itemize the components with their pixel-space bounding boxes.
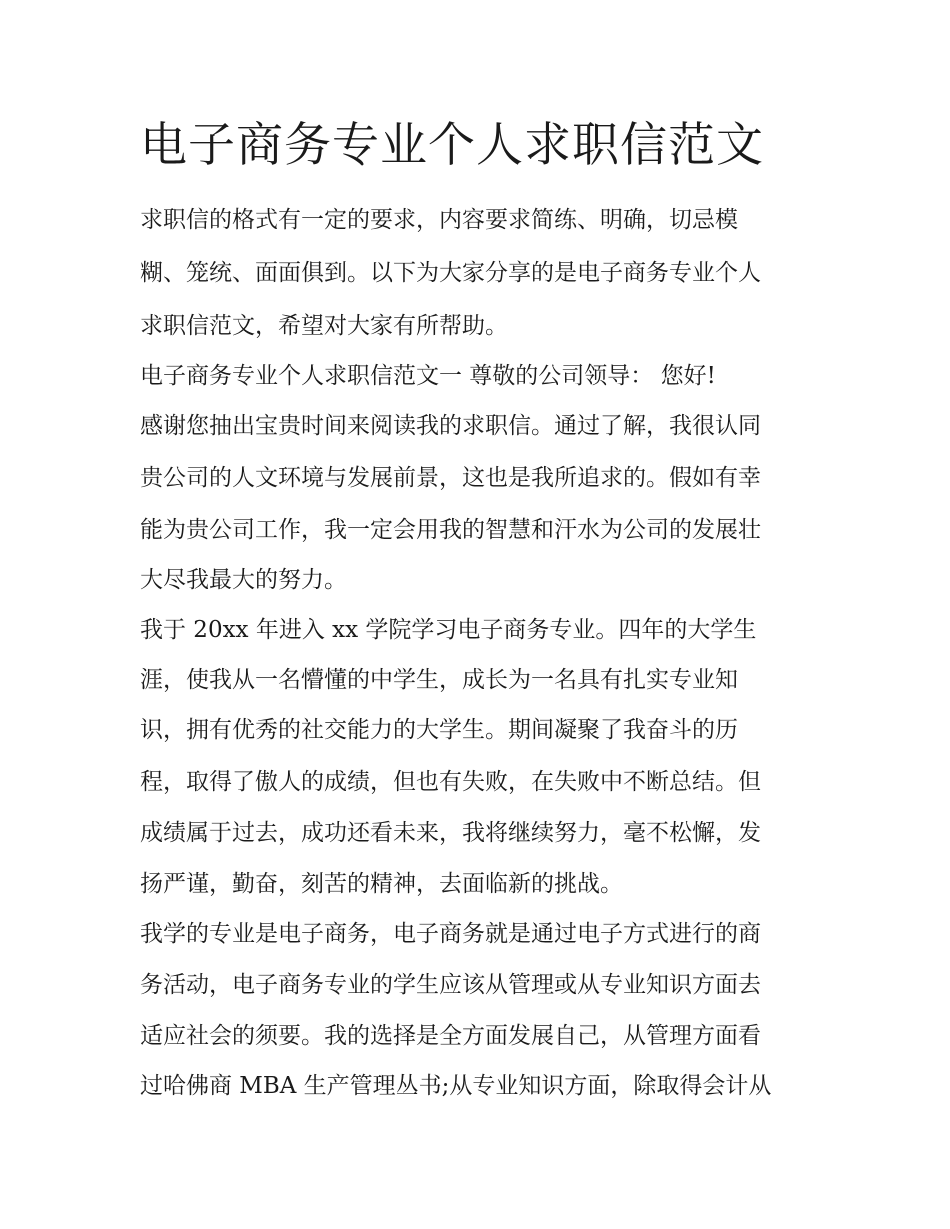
body-line: 我于 20xx 年进入 xx 学院学习电子商务专业。四年的大学生 xyxy=(140,617,757,643)
body-line: 识，拥有优秀的社交能力的大学生。期间凝聚了我奋斗的历 xyxy=(140,717,738,743)
body-line: 程，取得了傲人的成绩，但也有失败，在失败中不断总结。但 xyxy=(140,769,761,795)
body-line: 我学的专业是电子商务，电子商务就是通过电子方式进行的商 xyxy=(140,921,761,947)
body-line: 适应社会的须要。我的选择是全方面发展自己，从管理方面看 xyxy=(140,1023,761,1049)
body-line: 成绩属于过去，成功还看未来，我将继续努力，毫不松懈，发 xyxy=(140,820,761,846)
body-line: 过哈佛商 MBA 生产管理丛书;从专业知识方面，除取得会计从 xyxy=(140,1073,772,1099)
body-line: 感谢您抽出宝贵时间来阅读我的求职信。通过了解，我很认同 xyxy=(140,413,761,439)
document-title: 电子商务专业个人求职信范文 xyxy=(140,118,764,173)
body-line: 扬严谨，勤奋，刻苦的精神，去面临新的挑战。 xyxy=(140,871,623,897)
body-line: 求职信范文，希望对大家有所帮助。 xyxy=(140,313,508,339)
body-line: 贵公司的人文环境与发展前景，这也是我所追求的。假如有幸 xyxy=(140,465,761,491)
body-line: 电子商务专业个人求职信范文一 尊敬的公司领导： 您好! xyxy=(140,363,716,389)
body-line: 能为贵公司工作，我一定会用我的智慧和汗水为公司的发展壮 xyxy=(140,517,761,543)
body-line: 糊、笼统、面面俱到。以下为大家分享的是电子商务专业个人 xyxy=(140,260,761,286)
body-line: 务活动，电子商务专业的学生应该从管理或从专业知识方面去 xyxy=(140,972,761,998)
body-line: 求职信的格式有一定的要求，内容要求简练、明确，切忌模 xyxy=(140,207,738,233)
body-line: 大尽我最大的努力。 xyxy=(140,567,347,593)
body-line: 涯，使我从一名懵懂的中学生，成长为一名具有扎实专业知 xyxy=(140,667,738,693)
